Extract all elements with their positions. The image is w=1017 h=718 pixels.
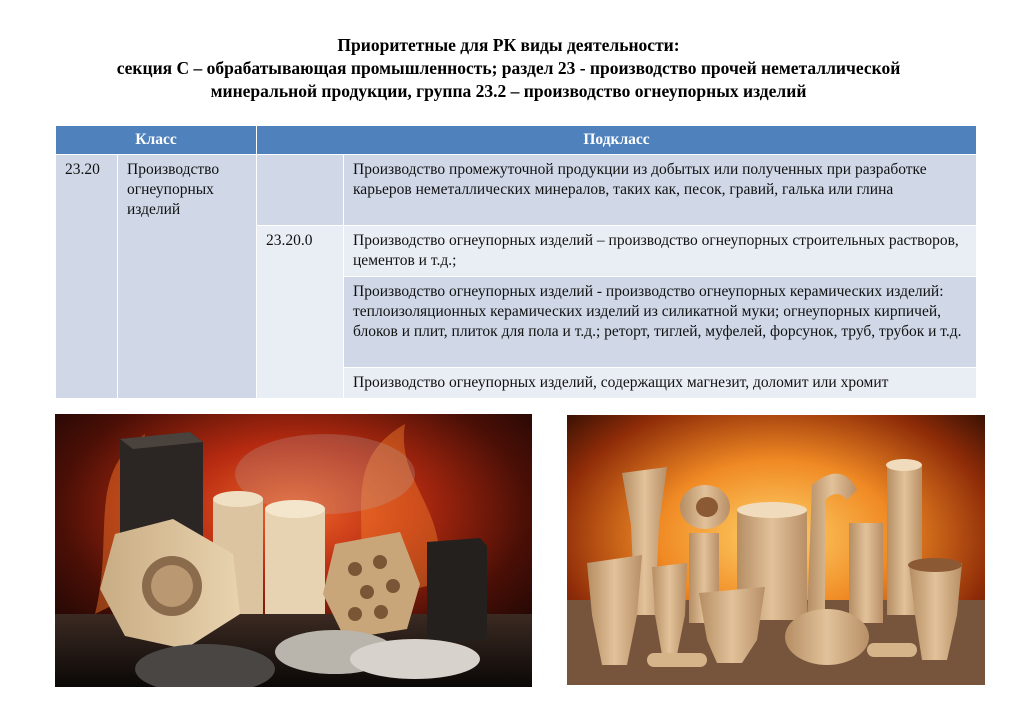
title-line-1: Приоритетные для РК виды деятельности: bbox=[337, 35, 680, 55]
subclass-description: Производство огнеупорных изделий – производство огнеупорных строительных растворов, цементов и т.д.; bbox=[344, 226, 977, 277]
subclass-code-cell: 23.20.0 bbox=[257, 226, 344, 399]
classification-table bbox=[55, 125, 977, 399]
header-subclass: Подкласс bbox=[257, 126, 977, 155]
slide-title bbox=[40, 34, 977, 103]
subclass-description: Производство огнеупорных изделий, содержащих магнезит, доломит или хромит bbox=[344, 368, 977, 399]
subclass-description: Производство промежуточной продукции из добытых или полученных при разработке карьеров неметаллических минералов, таких как, песок, гравий, галька или глина bbox=[344, 155, 977, 226]
title-line-3: минеральной продукции, группа 23.2 – производство огнеупорных изделий bbox=[210, 81, 807, 101]
table-row bbox=[56, 155, 977, 226]
class-name-cell: Производство огнеупорных изделий bbox=[118, 155, 257, 399]
class-code-cell: 23.20 bbox=[56, 155, 118, 399]
title-line-2: секция С – обрабатывающая промышленность; раздел 23 - производство прочей неметаллической bbox=[116, 58, 901, 78]
empty-subclass-code-cell bbox=[257, 155, 344, 226]
subclass-description: Производство огнеупорных изделий - производство огнеупорных керамических изделий: теплоизоляционных керамических изделий из силикатной муки; огнеупорных кирпичей, блоков и плит, плиток для пола и т.д.; реторт, тиглей, муфелей, форсунок, труб, трубок и т.д. bbox=[344, 277, 977, 368]
header-class: Класс bbox=[56, 126, 257, 155]
refractory-bricks-photo bbox=[55, 414, 532, 687]
table-header-row bbox=[56, 126, 977, 155]
refractory-ceramics-photo bbox=[567, 415, 985, 685]
